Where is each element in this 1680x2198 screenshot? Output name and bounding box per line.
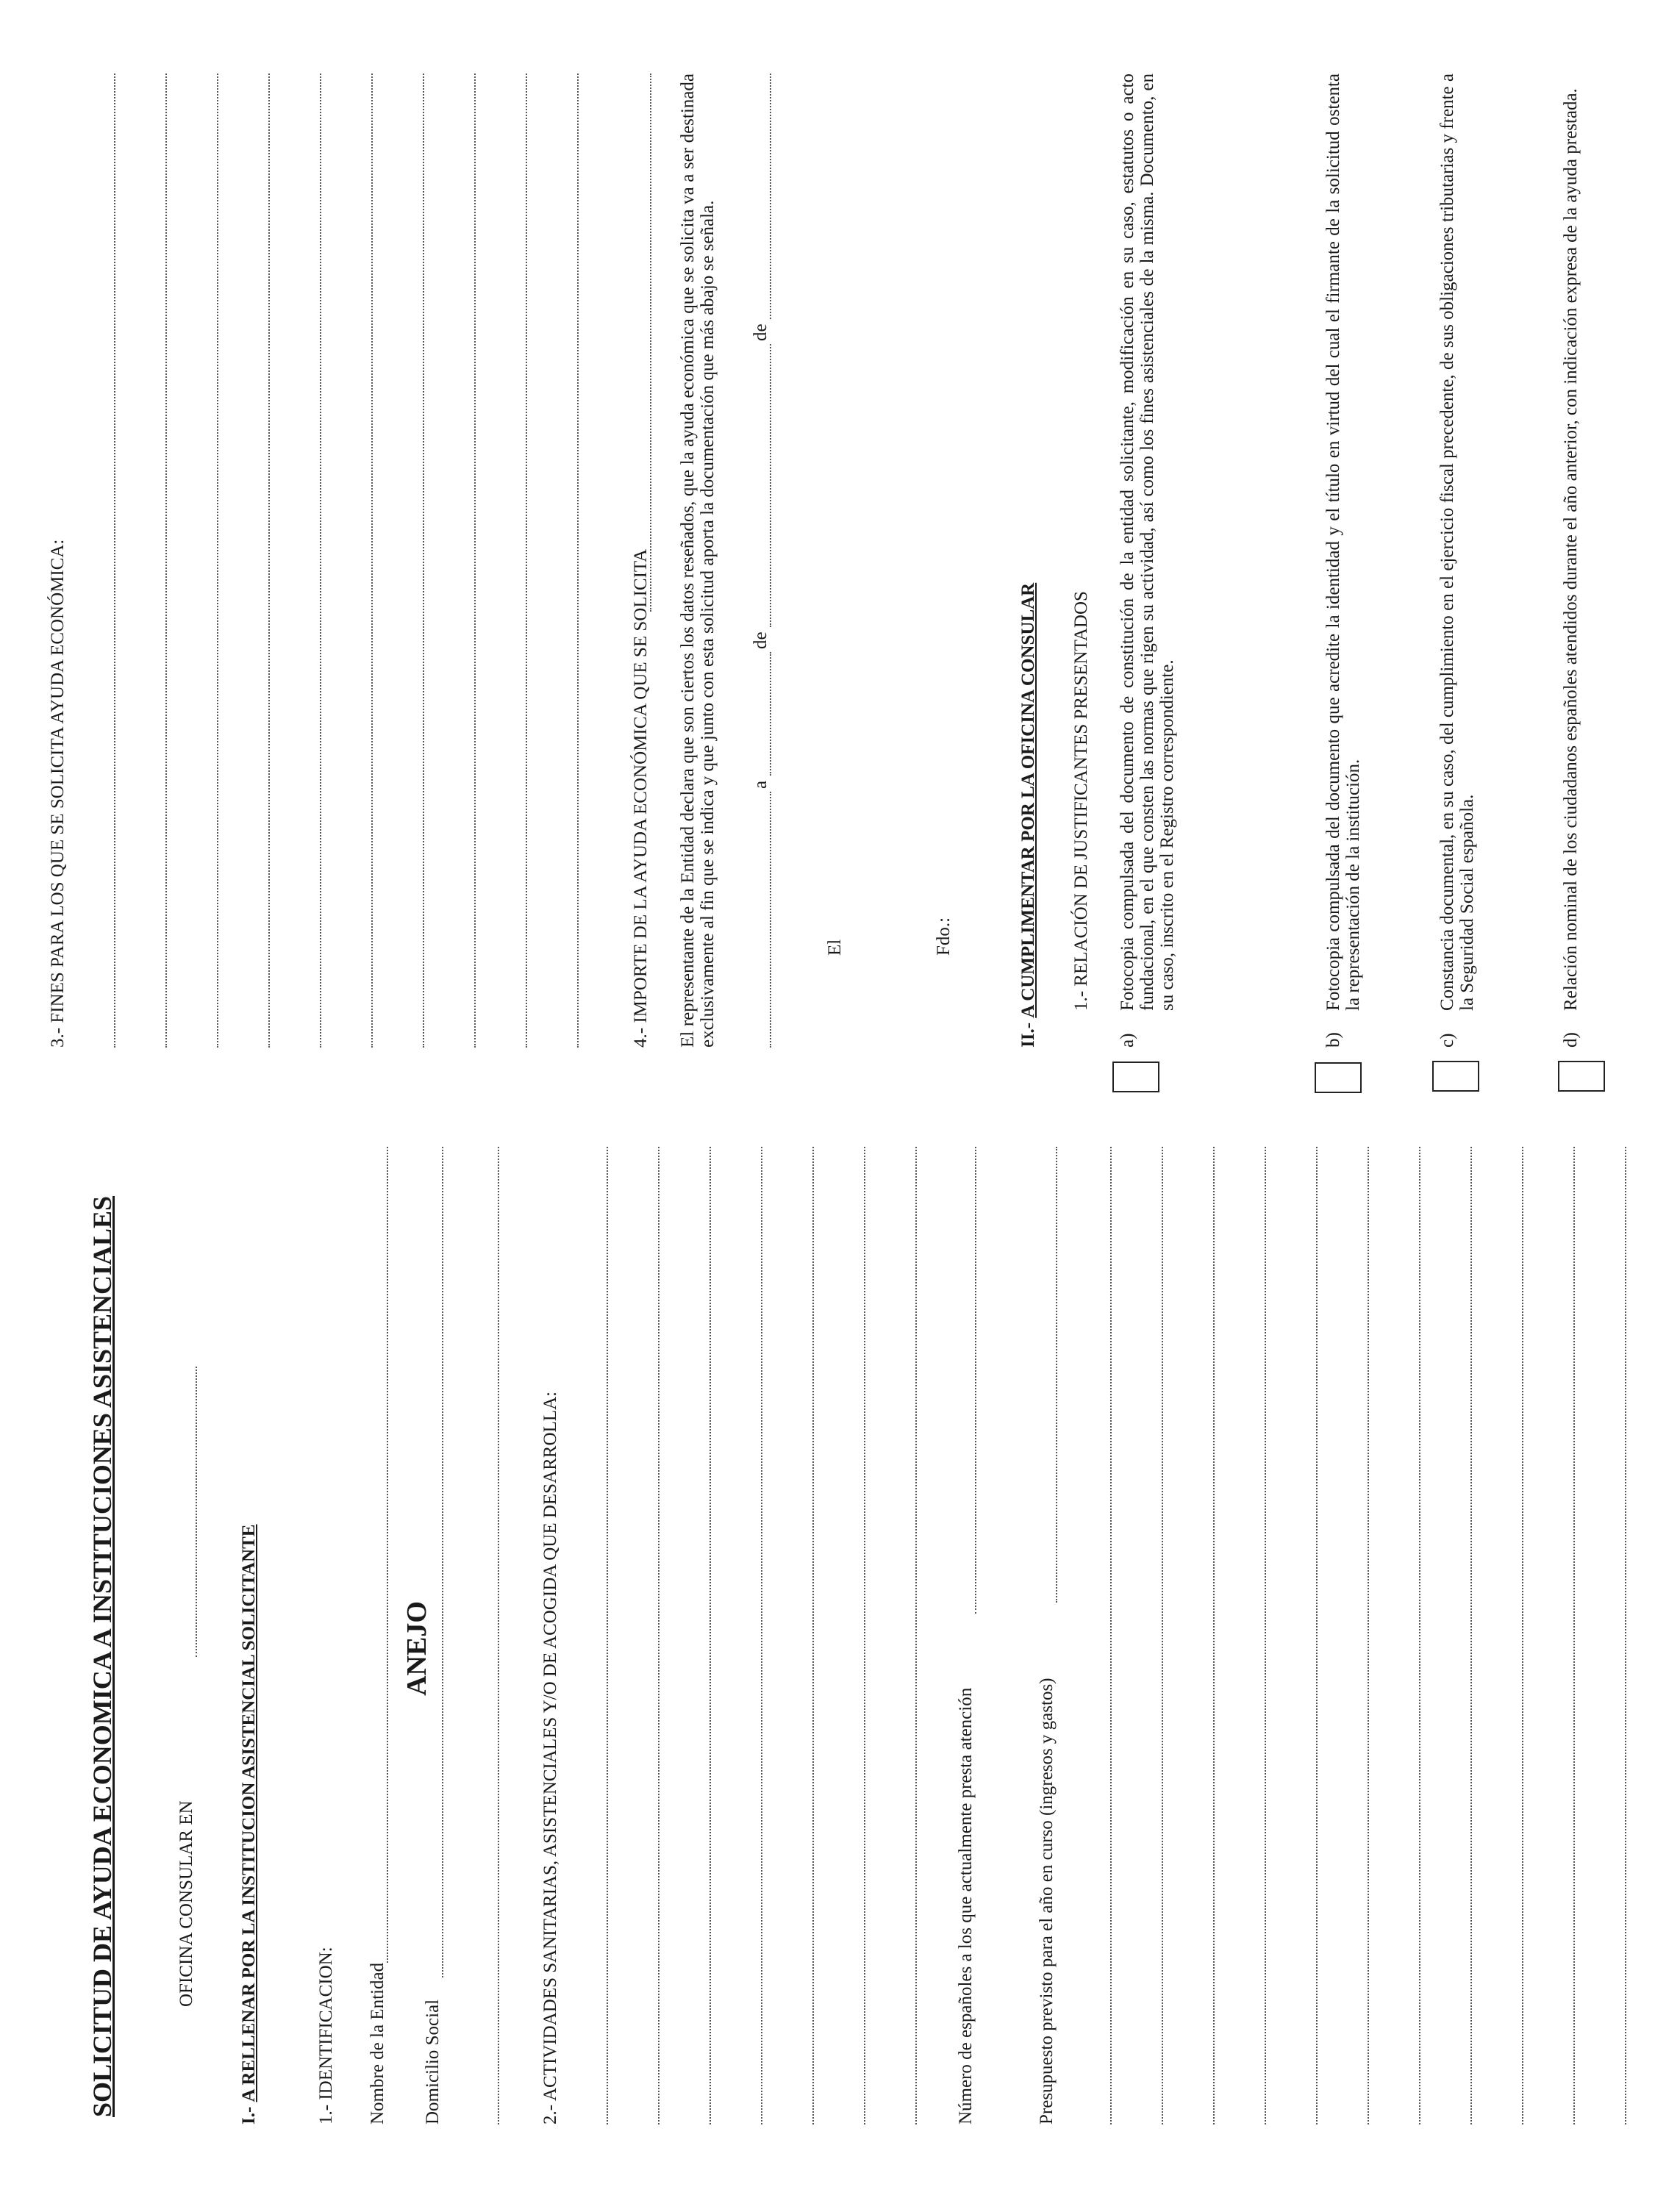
anio-field[interactable] [770,74,771,319]
fines-line-5[interactable] [320,74,321,1048]
oficina-consular-label [176,1800,197,2007]
actividades-line-6[interactable] [864,1147,865,2124]
el-label: El [825,939,845,956]
presupuesto-line-4[interactable] [1265,1147,1266,2124]
fines-line-7[interactable] [423,74,424,1048]
presupuesto-line-5[interactable] [1316,1147,1318,2124]
presupuesto-line-7[interactable] [1419,1147,1420,2124]
actividades-line-5[interactable] [812,1147,814,2124]
fdo-label: Fdo.: [934,917,954,956]
anejo-heading: ANEJO [401,1601,432,1696]
fines-line-9[interactable] [526,74,527,1048]
presupuesto-line-9[interactable] [1522,1147,1523,2124]
lugar-field[interactable] [770,792,771,1048]
importe-label: 4.- IMPORTE DE LA AYUDA ECONÓMICA QUE SE SOLICITA [631,548,651,1048]
checkbox-justificante-b[interactable] [1315,1062,1362,1093]
justificante-d-text: Relación nominal de los ciudadanos españoles atendidos durante el año anterior, con indicación expresa de la ayuda prestada. [1561,88,1581,1011]
fines-line-1[interactable] [114,74,115,1048]
section-1-title: A RELLENAR POR LA INSTITUCION ASISTENCIAL SOLICITANTE [239,1524,259,2102]
justificante-a-text: Fotocopia compulsada del documento de constitución de la entidad solicitante, modificación en su caso, estatutos o acto fundacional, en el que consten las normas que rigen su actividad, así como los fines asistenciales de la misma. Documento, en su caso, inscrito en el Registro correspondiente. [1118,74,1177,1011]
checkbox-justificante-d[interactable] [1558,1061,1605,1092]
fines-line-8[interactable] [474,74,476,1048]
presupuesto-line-1[interactable] [1110,1147,1112,2124]
actividades-line-3[interactable] [709,1147,711,2124]
justificante-b-text: Fotocopia compulsada del documento que acredite la identidad y el título en virtud del cual el firmante de la solicitud ostenta la representación de la institución. [1323,74,1363,1011]
fines-line-6[interactable] [371,74,373,1048]
section-1-heading [239,1525,260,2124]
identificacion-extra-line[interactable] [498,1147,499,2124]
presupuesto-line-6[interactable] [1368,1147,1369,2124]
checkbox-justificante-c[interactable] [1432,1061,1479,1092]
fecha-de-2: de [751,323,771,341]
actividades-line-7[interactable] [915,1147,917,2124]
identificacion-label: 1.- IDENTIFICACION: [316,1947,336,2124]
importe-field[interactable] [650,74,651,612]
form-title: SOLICITUD DE AYUDA ECONOMICA A INSTITUCIONES ASISTENCIALES [87,1195,117,2117]
oficina-consular-field[interactable] [196,1367,197,1657]
actividades-label: 2.- ACTIVIDADES SANITARIAS, ASISTENCIALES Y/O DE ACOGIDA QUE DESARROLLA: [540,1391,560,2124]
presupuesto-field[interactable] [1056,1147,1057,1603]
checkbox-justificante-a[interactable] [1112,1062,1159,1092]
section-2-heading [1018,583,1039,1048]
numero-espanoles-label: Número de españoles a los que actualmente presta atención [956,1687,976,2124]
actividades-line-2[interactable] [658,1147,660,2124]
presupuesto-line-8[interactable] [1470,1147,1472,2124]
presupuesto-line-3[interactable] [1213,1147,1215,2124]
fines-label: 3.- FINES PARA LOS QUE SE SOLICITA AYUDA ECONÓMICA: [48,539,68,1048]
presupuesto-line-11[interactable] [1625,1147,1626,2124]
fines-line-2[interactable] [165,74,167,1048]
domicilio-social-field[interactable] [442,1147,443,1977]
section-2-number: II.- [1018,1022,1038,1048]
justificante-c-letter: c) [1437,1033,1457,1048]
nombre-entidad-label: Nombre de la Entidad [368,1962,387,2124]
actividades-line-1[interactable] [607,1147,608,2124]
justificante-c-text: Constancia documental, en su caso, del cumplimiento en el ejercicio fiscal precedente, de sus obligaciones tributarias y frente a la Seguridad Social española. [1437,74,1477,1011]
presupuesto-line-2[interactable] [1162,1147,1163,2124]
dia-field[interactable] [770,652,771,776]
presupuesto-line-10[interactable] [1573,1147,1575,2124]
justificante-a-letter: a) [1118,1033,1137,1048]
fines-line-3[interactable] [217,74,218,1048]
section-1-number: I.- [239,2106,259,2124]
relacion-label: 1.- RELACIÓN DE JUSTIFICANTES PRESENTADOS [1071,591,1091,1011]
fines-line-10[interactable] [577,74,579,1048]
section-2-title: A CUMPLIMENTAR POR LA OFICINA CONSULAR [1018,582,1038,1018]
fecha-de-1: de [751,631,771,649]
fecha-a: a [751,780,771,789]
justificante-b-letter: b) [1323,1032,1343,1048]
mes-field[interactable] [770,344,771,627]
actividades-line-4[interactable] [761,1147,762,2124]
fines-line-4[interactable] [268,74,270,1048]
numero-espanoles-field[interactable] [975,1147,976,1614]
oficina-consular-text: OFICINA CONSULAR EN [176,1800,196,2007]
domicilio-social-label: Domicilio Social [423,1999,443,2124]
nombre-entidad-field[interactable] [387,1147,388,1963]
presupuesto-label: Presupuesto previsto para el año en curso (ingresos y gastos) [1037,1678,1057,2124]
declaracion-text: El representante de la Entidad declara que son ciertos los datos reseñados, que la ayuda económica que se solicita va a ser destinada exclusivamente al fin que se indica y que junto con esta solicitud aporta la documentación que más abajo se señala. [678,74,718,1048]
justificante-d-letter: d) [1561,1032,1581,1048]
